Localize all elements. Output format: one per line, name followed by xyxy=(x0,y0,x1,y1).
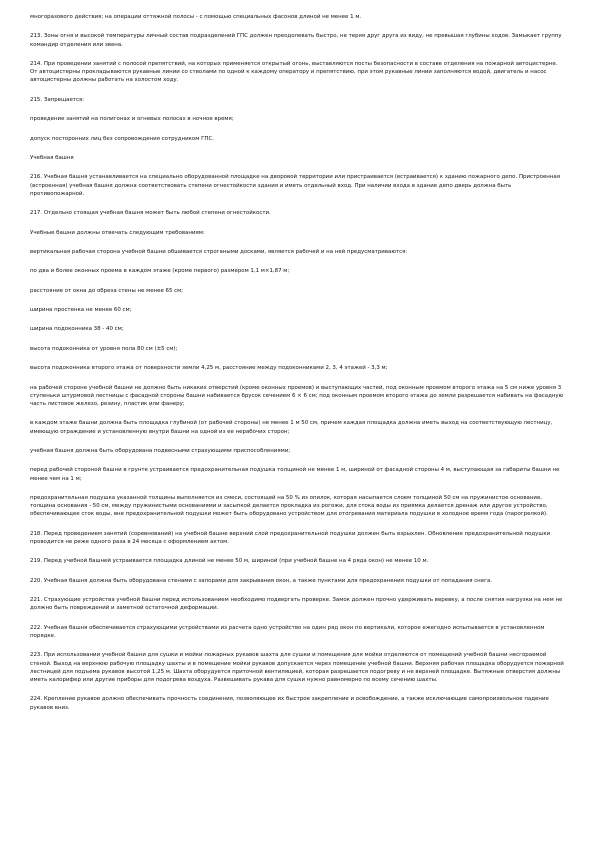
list-item: ширина простенка не менее 60 см; xyxy=(30,307,132,314)
paragraph-214: 214. При проведении занятий с полосой препятствий, на которых применяется открытый огонь, выставляются посты безопасности в составе отделения на пожарной автоцистерне. От автоцистерны прокладываются рукавные линии со стволами по одной к каждому оператору и препятствию, при этом рукавные линии заполняются водой, двигатель и насос автоцистерны должны работать на холостом ходу. xyxy=(30,60,558,84)
paragraph-221: 221. Страхующие устройства учебной башни перед использованием необходимо подвергать проверке. Замок должен прочно удерживать веревку, а после снятия нагрузки на нем не должно быть повреждений и заметной остаточной деформации. xyxy=(30,597,563,612)
paragraph-223: 223. При использовании учебной башни для сушки и мойки пожарных рукавов шахта для сушки и помещения для мойки отделяются от помещений учебной башни несгораемой стеной. Выход на верхнюю рабочую площадку шахты и в помещение мойки рукавов допускается через помещение учебной башни. Верхняя рабочая площадка оборудуется пожарной лестницей для подъема рукавов высотой 1,25 м. Шахта оборудуется приточной вентиляцией, которая разрешается подогреву и не верхней площадке. Вытяжные отверстия должны иметь калорифер или другие приборы для подогрева воздуха. Развешивать рукава для сушки нужно равномерно по всему сечению шахты. xyxy=(30,652,564,683)
list-item: расстояние от окна до обреза стены не менее 65 см; xyxy=(30,287,184,294)
paragraph-requirements: Учебные башни должны отвечать следующим требованиям: xyxy=(30,229,205,236)
list-item: высота подоконника от уровня пола 80 см (±5 см); xyxy=(30,345,178,352)
paragraph-216: 216. Учебная башня устанавливается на специально оборудованной площадке на дворовой территории или пристраивается (встраивается) к зданию пожарного депо. Пристроенная (встроенная) учебная башня должна соответствовать степени огнестойкости здания и иметь отдельный вход. При наличии входа в здание депо дверь должна быть противопожарной. xyxy=(30,174,561,197)
list-item: высота подоконника второго этажа от поверхности земли 4,25 м, расстояние между подоконниками 2, 3, 4 этажей - 3,3 м; xyxy=(30,365,388,372)
list-item: вертикальная рабочая сторона учебной башни обшивается строгаными досками, является рабочей и на ней предусматриваются: xyxy=(30,248,408,255)
section-heading: Учебная башня xyxy=(30,154,74,161)
list-item: ширина подоконника 38 - 40 см; xyxy=(30,326,124,333)
paragraph-213: 213. Зоны огня и высокой температуры личный состав подразделений ГПС должен преодолевать быстро, не теряя друг друга из виду, не превышая глубины ходов. Замыкает группу командир отделения или звена. xyxy=(30,33,562,48)
list-item: допуск посторонних лиц без сопровождения сотрудником ГПС. xyxy=(30,135,214,142)
paragraph-224: 224. Крепление рукавов должно обеспечивать прочность соединения, позволяющее их быстрое закрепление и освобождение, а также исключающие самопроизвольное падение рукавов вниз. xyxy=(30,696,549,711)
paragraph-fragment: многоразового действия; на операции оттяжной полосы - с помощью специальных фасонов длиной не менее 1 м. xyxy=(30,14,362,20)
paragraph-218: 218. Перед проведением занятий (соревнований) на учебной башне верхний слой предохранительной подушки должен быть взрыхлен. Обновление предохранительной подушки проводится не реже одного раза в 24 месяца с оформлением актом. xyxy=(30,530,551,546)
paragraph-222: 222. Учебная башня обеспечивается страхующими устройствами из расчета одно устройство на один ряд окон по вертикали, которое ежегодно испытывается в установленном порядке. xyxy=(30,624,545,639)
list-item: предохранительная подушка указанной толщины выполняется из смеси, состоящей на 50 % из опилок, которая насыпается слоем толщиной 50 см на пружинистое основание, толщина основания - 50 см, между пружинистыми основаниями и засыпкой делается прокладка из рогожи, для стока воды из приямка делается дренаж или другое устройство, обеспечивающее сток воды, вне предохранительной подушки может быть оборудовано устройством для отогревания материала подушки в холодное время года (парогрелкой). xyxy=(30,495,548,518)
list-item: на рабочей стороне учебной башни не должно быть никаких отверстий (кроме оконных проемов) и выступающих частей, под оконным проемом второго этажа на 5 см ниже уровня 3 ступеньки штурмовой лестницы с фасадной стороны башни набивается брусок сечением 6 × 6 см; под оконным проемом второго этажа до земли разрешается набивать на фасадную часть листовое железо, резину, пластик или фанеру; xyxy=(30,384,564,408)
list-item: по два и более оконных проема в каждом этаже (кроме первого) размером 1,1 м×1,87 м; xyxy=(30,268,290,275)
list-item: учебная башня должна быть оборудована подвесными страхующими приспособлениями; xyxy=(30,448,291,455)
paragraph-215: 215. Запрещается: xyxy=(30,96,85,103)
list-item: проведение занятий на полигонах и огневых полосах в ночное время; xyxy=(30,116,234,123)
paragraph-219: 219. Перед учебной башней устраивается площадка длиной не менее 50 м, шириной (при учебной башне на 4 ряда окон) не менее 10 м. xyxy=(30,558,429,565)
list-item: перед рабочей стороной башни в грунте устраивается предохранительная подушка толщиной не менее 1 м, шириной от фасадной стороны 4 м, выступающая за габариты башни не менее чем на 1 м; xyxy=(30,467,560,482)
list-item: в каждом этаже башни должна быть площадка глубиной (от рабочей стороны) не менее 1 м 50 см, причем каждая площадка должна иметь выход на соответствующую лестницу, имеющую ограждение и установленную внутри башни на одной из ее нерабочих сторон; xyxy=(30,420,553,435)
paragraph-220: 220. Учебная башня должна быть оборудована стенами с запорами для закрывания окон, а также пунктами для предохранения подушки от попадания снега. xyxy=(30,577,493,584)
paragraph-217: 217. Отдельно стоящая учебная башня может быть любой степени огнестойкости. xyxy=(30,210,271,217)
